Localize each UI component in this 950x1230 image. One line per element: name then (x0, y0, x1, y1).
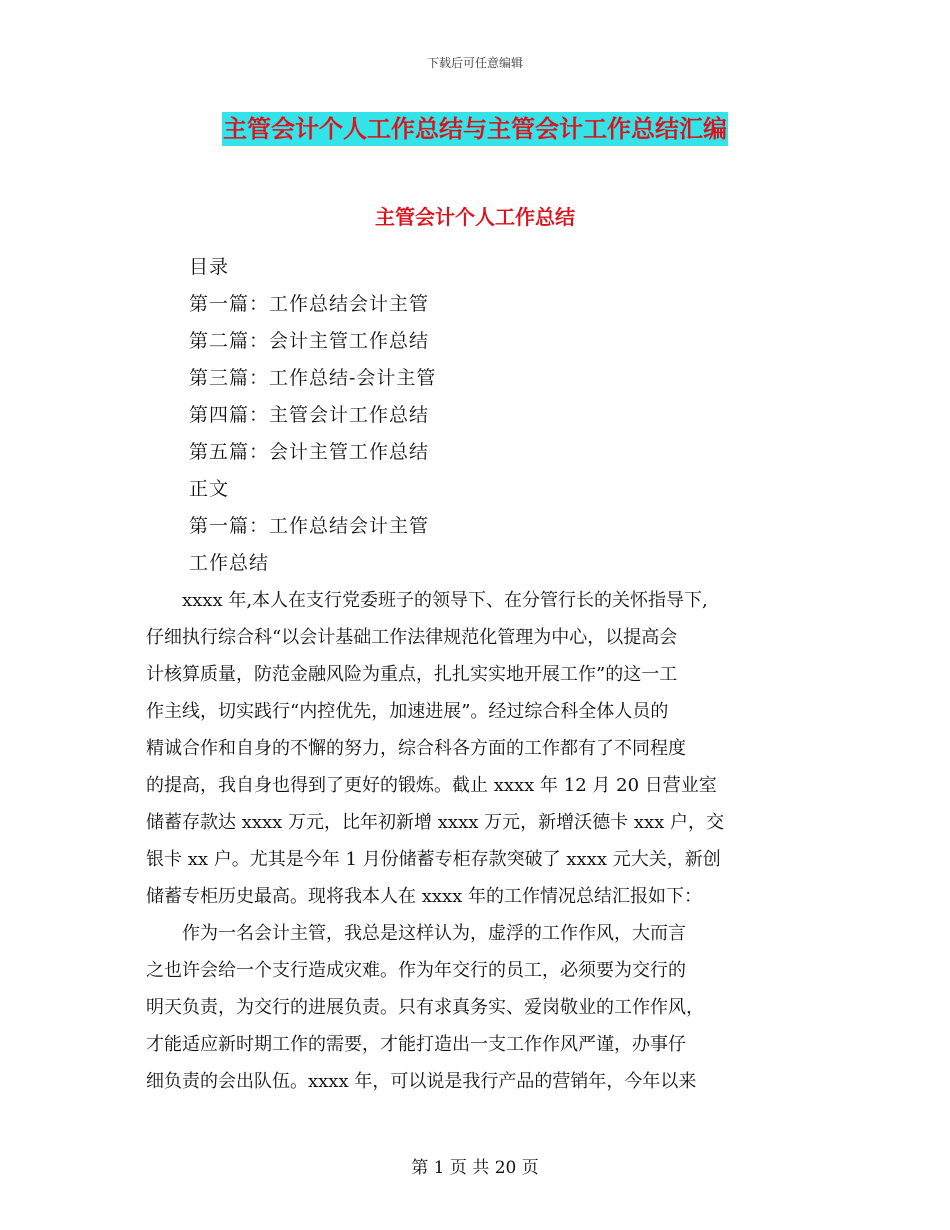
table-of-contents (189, 249, 436, 582)
toc-line: 正文 (189, 478, 230, 500)
body-line: 银卡 xx 户。尤其是今年 1 月份储蓄专柜存款突破了 xxxx 元大关，新创 (146, 849, 721, 870)
body-line: 储蓄存款达 xxxx 万元，比年初新增 xxxx 万元，新增沃德卡 xxx 户，交 (146, 812, 724, 833)
body-line: 细负责的会出队伍。xxxx 年，可以说是我行产品的营销年，今年以来 (146, 1071, 697, 1092)
toc-line: 第五篇：会计主管工作总结 (189, 441, 430, 463)
body-line: 仔细执行综合科“以会计基础工作法律规范化管理为中心，以提高会 (146, 627, 678, 648)
toc-line: 第一篇：工作总结会计主管 (189, 293, 430, 315)
main-title: 主管会计个人工作总结与主管会计工作总结汇编 (222, 112, 728, 146)
body-text (146, 582, 826, 1100)
body-line: 作为一名会计主管，我总是这样认为，虚浮的工作作风，大而言 (146, 923, 686, 944)
toc-line: 第二篇：会计主管工作总结 (189, 330, 430, 352)
body-line: 作主线，切实践行“内控优先，加速进展”。经过综合科全体人员的 (146, 701, 669, 722)
body-line: 的提高，我自身也得到了更好的锻炼。截止 xxxx 年 12 月 20 日营业室 (146, 775, 717, 796)
body-line: 计核算质量，防范金融风险为重点，扎扎实实地开展工作”的这一工 (146, 664, 678, 685)
body-line: xxxx 年,本人在支行党委班子的领导下、在分管行长的关怀指导下, (146, 590, 708, 611)
body-line: 明天负责，为交行的进展负责。只有求真务实、爱岗敬业的工作作风， (146, 997, 704, 1018)
toc-line: 第四篇：主管会计工作总结 (189, 404, 430, 426)
sub-title: 主管会计个人工作总结 (375, 205, 575, 229)
body-line: 精诚合作和自身的不懈的努力，综合科各方面的工作都有了不同程度 (146, 738, 686, 759)
page-footer: 第 1 页 共 20 页 (411, 1158, 539, 1178)
body-line: 之也许会给一个支行造成灾难。作为年交行的员工，必须要为交行的 (146, 960, 686, 981)
toc-line: 第一篇：工作总结会计主管 (189, 515, 430, 537)
toc-line: 目录 (189, 256, 230, 278)
body-line: 才能适应新时期工作的需要，才能打造出一支工作作风严谨，办事仔 (146, 1034, 686, 1055)
body-line: 储蓄专柜历史最高。现将我本人在 xxxx 年的工作情况总结汇报如下： (146, 886, 703, 907)
toc-line: 第三篇：工作总结-会计主管 (189, 367, 437, 389)
toc-line: 工作总结 (189, 552, 270, 574)
header-note: 下载后可任意编辑 (426, 56, 523, 70)
